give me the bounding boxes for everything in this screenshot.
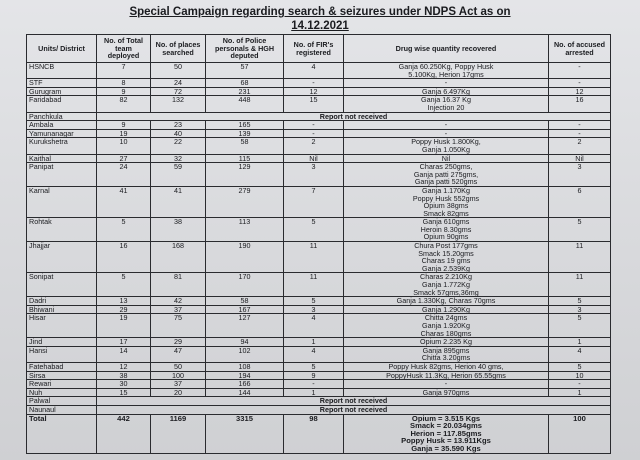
police-cell: 190 bbox=[206, 242, 284, 273]
drug-quantity-cell bbox=[344, 388, 549, 397]
police-cell: 127 bbox=[206, 314, 284, 338]
places-cell: 40 bbox=[151, 129, 206, 138]
drug-line: Poppy Husk 82gms, Herion 40 gms, bbox=[388, 362, 504, 371]
unit-cell: Panipat bbox=[27, 163, 97, 187]
unit-cell: Bhiwani bbox=[27, 305, 97, 314]
teams-cell: 30 bbox=[97, 380, 151, 389]
drug-line: Chitta 3.20gms bbox=[421, 353, 471, 363]
table-row bbox=[27, 405, 611, 414]
unit-cell: Kurukshetra bbox=[27, 138, 97, 154]
table-row bbox=[27, 79, 611, 88]
accused-cell: 5 bbox=[549, 297, 611, 306]
total-places-cell: 1169 bbox=[151, 414, 206, 453]
police-cell: 57 bbox=[206, 63, 284, 79]
drug-line: Poppy Husk = 13.911Kgs bbox=[401, 436, 491, 446]
table-row bbox=[27, 218, 611, 242]
table-row bbox=[27, 305, 611, 314]
drug-line: Smack 82gms bbox=[423, 208, 469, 218]
teams-cell: 9 bbox=[97, 121, 151, 130]
police-cell: 167 bbox=[206, 305, 284, 314]
teams-cell: 16 bbox=[97, 242, 151, 273]
teams-cell: 82 bbox=[97, 96, 151, 112]
drug-line: Smack 57gms,36mg bbox=[413, 287, 479, 297]
total-fir-cell: 98 bbox=[284, 414, 344, 453]
unit-cell: Palwal bbox=[27, 397, 97, 406]
fir-cell: 1 bbox=[284, 388, 344, 397]
document-title bbox=[0, 5, 640, 33]
unit-cell: Jhajjar bbox=[27, 242, 97, 273]
unit-cell: Fatehabad bbox=[27, 362, 97, 371]
accused-cell: 10 bbox=[549, 371, 611, 380]
unit-cell: Dadri bbox=[27, 297, 97, 306]
police-cell: 108 bbox=[206, 362, 284, 371]
teams-cell: 41 bbox=[97, 186, 151, 217]
drug-line: Ganja 895gms bbox=[422, 346, 470, 355]
unit-cell: Rohtak bbox=[27, 218, 97, 242]
table-row bbox=[27, 371, 611, 380]
table-row bbox=[27, 273, 611, 297]
unit-cell: Jind bbox=[27, 338, 97, 347]
report-status-cell: Report not received bbox=[97, 112, 611, 121]
drug-line: Smack = 20.034gms bbox=[410, 421, 482, 431]
fir-cell: 5 bbox=[284, 218, 344, 242]
fir-cell: 11 bbox=[284, 242, 344, 273]
drug-line: Charas 250gms, bbox=[419, 162, 473, 172]
accused-cell: 11 bbox=[549, 242, 611, 273]
drug-quantity-cell bbox=[344, 346, 549, 362]
drug-quantity-cell bbox=[344, 371, 549, 380]
title-line-2: 14.12.2021 bbox=[291, 20, 349, 32]
table-row bbox=[27, 186, 611, 217]
places-cell: 81 bbox=[151, 273, 206, 297]
drug-quantity-cell bbox=[344, 218, 549, 242]
fir-cell: - bbox=[284, 121, 344, 130]
places-cell: 72 bbox=[151, 87, 206, 96]
fir-cell: - bbox=[284, 380, 344, 389]
accused-cell: 6 bbox=[549, 186, 611, 217]
police-cell: 115 bbox=[206, 154, 284, 163]
places-cell: 47 bbox=[151, 346, 206, 362]
police-cell: 94 bbox=[206, 338, 284, 347]
drug-line: Ganja 60.250Kg, Poppy Husk bbox=[398, 62, 494, 71]
drug-quantity-cell bbox=[344, 305, 549, 314]
drug-quantity-cell bbox=[344, 380, 549, 389]
drug-quantity-cell bbox=[344, 63, 549, 79]
accused-cell: 3 bbox=[549, 305, 611, 314]
accused-cell: 1 bbox=[549, 388, 611, 397]
fir-cell: 4 bbox=[284, 63, 344, 79]
teams-cell: 14 bbox=[97, 346, 151, 362]
accused-cell: 12 bbox=[549, 87, 611, 96]
police-cell: 68 bbox=[206, 79, 284, 88]
accused-cell: - bbox=[549, 63, 611, 79]
teams-cell: 38 bbox=[97, 371, 151, 380]
police-cell: 144 bbox=[206, 388, 284, 397]
drug-line: Ganja patti 520gms bbox=[414, 177, 478, 187]
teams-cell: 9 bbox=[97, 87, 151, 96]
drug-line: - bbox=[444, 120, 448, 130]
police-cell: 166 bbox=[206, 380, 284, 389]
places-cell: 37 bbox=[151, 305, 206, 314]
places-cell: 50 bbox=[151, 63, 206, 79]
drug-line: Injection 20 bbox=[427, 102, 465, 112]
teams-cell: 27 bbox=[97, 154, 151, 163]
table-row bbox=[27, 338, 611, 347]
teams-cell: 15 bbox=[97, 388, 151, 397]
drug-quantity-cell bbox=[344, 273, 549, 297]
unit-cell: Karnal bbox=[27, 186, 97, 217]
table-row bbox=[27, 163, 611, 187]
drug-quantity-cell bbox=[344, 362, 549, 371]
places-cell: 168 bbox=[151, 242, 206, 273]
unit-cell: Hisar bbox=[27, 314, 97, 338]
total-teams-cell: 442 bbox=[97, 414, 151, 453]
drug-line: Ganja = 35.590 Kgs bbox=[411, 443, 481, 453]
police-cell: 279 bbox=[206, 186, 284, 217]
accused-cell: 5 bbox=[549, 314, 611, 338]
drug-line: Opium = 3.515 Kgs bbox=[411, 414, 481, 423]
drug-line: Ganja 1.920Kg bbox=[422, 321, 470, 330]
places-cell: 20 bbox=[151, 388, 206, 397]
drug-quantity-cell bbox=[344, 314, 549, 338]
drug-line: Ganja 1.772Kg bbox=[422, 280, 470, 290]
drug-quantity-cell bbox=[344, 79, 549, 88]
header-units: Units/ District bbox=[27, 35, 97, 63]
fir-cell: 4 bbox=[284, 346, 344, 362]
table-row bbox=[27, 388, 611, 397]
drug-line: Poppy Husk 1.800Kg, bbox=[411, 137, 481, 147]
table-row bbox=[27, 87, 611, 96]
teams-cell: 24 bbox=[97, 163, 151, 187]
teams-cell: 19 bbox=[97, 314, 151, 338]
police-cell: 139 bbox=[206, 129, 284, 138]
drug-line: Charas 19 gms bbox=[421, 256, 471, 266]
teams-cell: 13 bbox=[97, 297, 151, 306]
total-row bbox=[27, 414, 611, 453]
drug-line: Nil bbox=[441, 154, 451, 163]
drug-line: Poppy Husk 552gms bbox=[412, 193, 480, 203]
police-cell: 129 bbox=[206, 163, 284, 187]
drug-quantity-cell bbox=[344, 242, 549, 273]
unit-cell: Hansi bbox=[27, 346, 97, 362]
drug-quantity-cell bbox=[344, 297, 549, 306]
total-police-cell: 3315 bbox=[206, 414, 284, 453]
police-cell: 58 bbox=[206, 138, 284, 154]
table-body bbox=[27, 63, 611, 454]
unit-cell: Kaithal bbox=[27, 154, 97, 163]
fir-cell: 3 bbox=[284, 305, 344, 314]
teams-cell: 29 bbox=[97, 305, 151, 314]
accused-cell: 1 bbox=[549, 338, 611, 347]
drug-line: Ganja 6.497Kg bbox=[422, 87, 470, 96]
header-drugs: Drug wise quantity recovered bbox=[344, 35, 549, 63]
accused-cell: Nil bbox=[549, 154, 611, 163]
teams-cell: 17 bbox=[97, 338, 151, 347]
places-cell: 37 bbox=[151, 380, 206, 389]
drug-quantity-cell bbox=[344, 121, 549, 130]
places-cell: 50 bbox=[151, 362, 206, 371]
drug-quantity-cell bbox=[344, 338, 549, 347]
places-cell: 100 bbox=[151, 371, 206, 380]
table-row bbox=[27, 129, 611, 138]
unit-cell: Sonipat bbox=[27, 273, 97, 297]
table-header-row bbox=[27, 35, 611, 63]
table-row bbox=[27, 397, 611, 406]
table-row bbox=[27, 121, 611, 130]
table-row bbox=[27, 154, 611, 163]
police-cell: 231 bbox=[206, 87, 284, 96]
drug-line: 5.100Kg, Herion 17gms bbox=[408, 69, 484, 79]
table-row bbox=[27, 362, 611, 371]
drug-quantity-cell bbox=[344, 96, 549, 112]
places-cell: 132 bbox=[151, 96, 206, 112]
drug-line: - bbox=[444, 379, 448, 389]
table-row bbox=[27, 63, 611, 79]
unit-cell: Faridabad bbox=[27, 96, 97, 112]
drug-line: Chura Post 177gms bbox=[414, 241, 478, 251]
total-accused-cell: 100 bbox=[549, 414, 611, 453]
unit-cell: Gurugram bbox=[27, 87, 97, 96]
unit-cell: Ambala bbox=[27, 121, 97, 130]
drug-line: Opium 90gms bbox=[423, 232, 469, 242]
drug-line: Charas 2.210Kg bbox=[420, 272, 472, 282]
places-cell: 32 bbox=[151, 154, 206, 163]
teams-cell: 10 bbox=[97, 138, 151, 154]
accused-cell: - bbox=[549, 129, 611, 138]
drug-quantity-cell bbox=[344, 154, 549, 163]
fir-cell: 5 bbox=[284, 362, 344, 371]
drug-quantity-cell bbox=[344, 138, 549, 154]
unit-cell: Naunaul bbox=[27, 405, 97, 414]
places-cell: 38 bbox=[151, 218, 206, 242]
accused-cell: 5 bbox=[549, 362, 611, 371]
drug-line: Ganja 1.170Kg bbox=[422, 186, 470, 195]
police-cell: 170 bbox=[206, 273, 284, 297]
places-cell: 41 bbox=[151, 186, 206, 217]
places-cell: 29 bbox=[151, 338, 206, 347]
drug-line: Ganja 16.37 Kg bbox=[421, 95, 471, 105]
drug-line: PoppyHusk 11.3Kg, Herion 65.55gms bbox=[386, 371, 506, 380]
fir-cell: - bbox=[284, 129, 344, 138]
places-cell: 42 bbox=[151, 297, 206, 306]
header-police: No. of Police personals & HGH deputed bbox=[206, 35, 284, 63]
places-cell: 23 bbox=[151, 121, 206, 130]
police-cell: 448 bbox=[206, 96, 284, 112]
fir-cell: 2 bbox=[284, 138, 344, 154]
unit-cell: Yamunanagar bbox=[27, 129, 97, 138]
places-cell: 75 bbox=[151, 314, 206, 338]
fir-cell: 1 bbox=[284, 338, 344, 347]
title-line-1: Special Campaign regarding search & seizures under NDPS Act as on bbox=[129, 6, 511, 18]
teams-cell: 8 bbox=[97, 79, 151, 88]
accused-cell: 2 bbox=[549, 138, 611, 154]
places-cell: 59 bbox=[151, 163, 206, 187]
drug-line: Opium 2.235 Kg bbox=[420, 337, 472, 347]
table-row bbox=[27, 297, 611, 306]
unit-cell: Nuh bbox=[27, 388, 97, 397]
table-row bbox=[27, 314, 611, 338]
police-cell: 102 bbox=[206, 346, 284, 362]
accused-cell: - bbox=[549, 121, 611, 130]
accused-cell: 3 bbox=[549, 163, 611, 187]
teams-cell: 19 bbox=[97, 129, 151, 138]
unit-cell: Sirsa bbox=[27, 371, 97, 380]
total-label-cell: Total bbox=[27, 414, 97, 453]
teams-cell: 5 bbox=[97, 273, 151, 297]
accused-cell: - bbox=[549, 79, 611, 88]
accused-cell: - bbox=[549, 380, 611, 389]
accused-cell: 4 bbox=[549, 346, 611, 362]
drug-line: Ganja 610gms bbox=[422, 217, 470, 227]
drug-line: Ganja 2.539Kg bbox=[422, 263, 470, 273]
teams-cell: 5 bbox=[97, 218, 151, 242]
table-row bbox=[27, 242, 611, 273]
accused-cell: 11 bbox=[549, 273, 611, 297]
drug-line: Ganja 1.290Kg bbox=[422, 305, 470, 314]
drug-line: Ganja 1.330Kg, Charas 70gms bbox=[396, 296, 496, 306]
fir-cell: 7 bbox=[284, 186, 344, 217]
drug-line: Heroin 8.30gms bbox=[420, 224, 472, 234]
fir-cell: 11 bbox=[284, 273, 344, 297]
drug-line: Ganja 1.050Kg bbox=[422, 144, 470, 154]
drug-quantity-cell bbox=[344, 186, 549, 217]
report-status-cell: Report not received bbox=[97, 397, 611, 406]
table-row bbox=[27, 346, 611, 362]
unit-cell: Panchkula bbox=[27, 112, 97, 121]
places-cell: 22 bbox=[151, 138, 206, 154]
fir-cell: 9 bbox=[284, 371, 344, 380]
drug-quantity-cell bbox=[344, 87, 549, 96]
drug-quantity-cell bbox=[344, 414, 549, 453]
accused-cell: 16 bbox=[549, 96, 611, 112]
header-teams: No. of Total team deployed bbox=[97, 35, 151, 63]
unit-cell: HSNCB bbox=[27, 63, 97, 79]
report-status-cell: Report not received bbox=[97, 405, 611, 414]
unit-cell: Rewari bbox=[27, 380, 97, 389]
fir-cell: 3 bbox=[284, 163, 344, 187]
header-places: No. of places searched bbox=[151, 35, 206, 63]
fir-cell: 5 bbox=[284, 297, 344, 306]
places-cell: 24 bbox=[151, 79, 206, 88]
fir-cell: - bbox=[284, 79, 344, 88]
drug-line: Smack 15.20gms bbox=[418, 248, 474, 258]
table-row bbox=[27, 96, 611, 112]
police-cell: 58 bbox=[206, 297, 284, 306]
fir-cell: 4 bbox=[284, 314, 344, 338]
police-cell: 165 bbox=[206, 121, 284, 130]
table-row bbox=[27, 380, 611, 389]
fir-cell: 15 bbox=[284, 96, 344, 112]
drug-line: Ganja 970gms bbox=[422, 388, 470, 397]
header-fir: No. of FIR's registered bbox=[284, 35, 344, 63]
fir-cell: 12 bbox=[284, 87, 344, 96]
table-row bbox=[27, 112, 611, 121]
unit-cell: STF bbox=[27, 79, 97, 88]
accused-cell: 5 bbox=[549, 218, 611, 242]
drug-quantity-cell bbox=[344, 129, 549, 138]
drug-line: Herion = 117.85gms bbox=[410, 428, 482, 438]
drug-line: - bbox=[444, 78, 448, 88]
police-cell: 113 bbox=[206, 218, 284, 242]
drug-line: Opium 38gms bbox=[423, 201, 469, 211]
teams-cell: 7 bbox=[97, 63, 151, 79]
drug-quantity-cell bbox=[344, 163, 549, 187]
drug-line: - bbox=[444, 129, 448, 138]
ndps-campaign-table bbox=[26, 34, 611, 454]
teams-cell: 12 bbox=[97, 362, 151, 371]
fir-cell: Nil bbox=[284, 154, 344, 163]
drug-line: Ganja patti 275gms, bbox=[413, 169, 479, 179]
table-row bbox=[27, 138, 611, 154]
drug-line: Charas 180gms bbox=[420, 328, 472, 338]
drug-line: Chitta 24gms bbox=[424, 313, 468, 323]
header-accused: No. of accused arrested bbox=[549, 35, 611, 63]
police-cell: 194 bbox=[206, 371, 284, 380]
